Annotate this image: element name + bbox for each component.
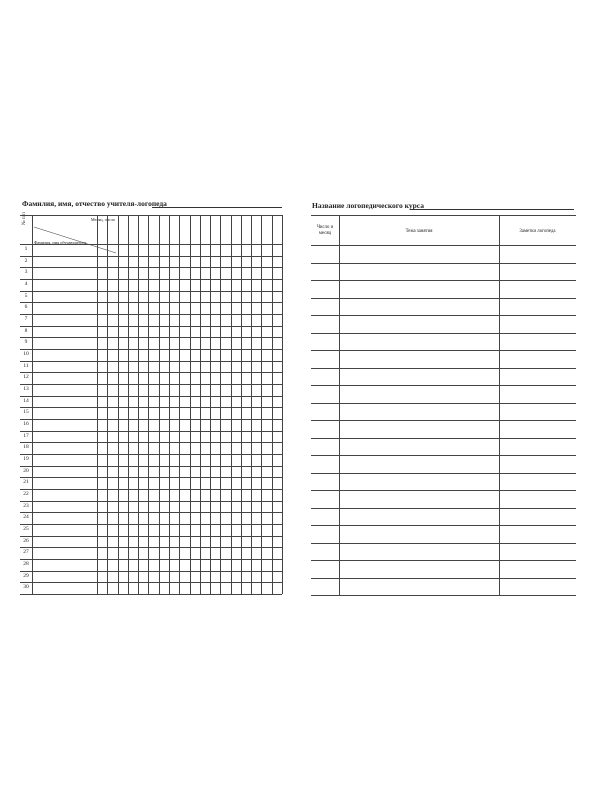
grid-vline	[107, 215, 108, 594]
grid-hline	[311, 490, 576, 491]
grid-hline	[311, 333, 576, 334]
row-number: 4	[24, 281, 28, 287]
grid-hline	[20, 524, 282, 525]
row-number: 25	[23, 526, 29, 533]
left-title-underline	[152, 207, 282, 208]
grid-hline	[20, 244, 282, 245]
grid-vline	[138, 215, 139, 594]
row-number: 3	[24, 269, 28, 276]
right-title-underline	[410, 209, 574, 210]
grid-vline	[32, 215, 33, 594]
grid-hline	[311, 595, 576, 596]
row-number: 13	[23, 386, 29, 393]
row-number: 20	[23, 467, 29, 474]
grid-hline	[20, 559, 282, 560]
grid-vline	[499, 215, 500, 595]
row-number: 2	[24, 257, 28, 264]
attendance-table	[20, 212, 282, 594]
grid-hline	[20, 384, 282, 385]
grid-hline	[311, 385, 576, 386]
grid-hline	[311, 420, 576, 421]
grid-hline	[20, 215, 282, 216]
grid-vline	[231, 215, 232, 594]
grid-vline	[148, 215, 149, 594]
row-number: 28	[23, 561, 29, 568]
grid-hline	[20, 302, 282, 303]
col-date-header: Число и месяц	[316, 225, 334, 236]
grid-hline	[20, 256, 282, 257]
grid-hline	[311, 215, 576, 216]
grid-hline	[20, 571, 282, 572]
grid-hline	[311, 473, 576, 474]
row-number: 26	[23, 537, 29, 544]
row-number: 8	[24, 327, 28, 334]
grid-hline	[20, 372, 282, 373]
grid-hline	[20, 291, 282, 292]
row-number: 30	[23, 584, 29, 591]
grid-vline	[251, 215, 252, 594]
grid-hline	[20, 326, 282, 327]
row-number: 9	[24, 339, 28, 346]
row-number: 21	[23, 479, 29, 486]
grid-vline	[190, 215, 191, 594]
grid-hline	[311, 578, 576, 579]
row-number: 29	[23, 572, 29, 579]
grid-hline	[20, 489, 282, 490]
grid-hline	[20, 501, 282, 502]
grid-hline	[311, 350, 576, 351]
row-number: 27	[23, 549, 29, 556]
grid-vline	[210, 215, 211, 594]
grid-hline	[311, 245, 576, 246]
row-number: 7	[24, 316, 28, 323]
row-number: 6	[24, 304, 28, 311]
grid-vline	[272, 215, 273, 594]
grid-hline	[20, 512, 282, 513]
grid-hline	[20, 431, 282, 432]
right-page-title: Название логопедического курса	[312, 201, 424, 210]
grid-vline	[200, 215, 201, 594]
grid-hline	[311, 508, 576, 509]
col-notes-header: Заметки логопеда	[519, 229, 556, 234]
row-number: 14	[23, 397, 29, 404]
row-number: 18	[23, 444, 29, 451]
grid-vline	[282, 215, 283, 594]
grid-hline	[311, 438, 576, 439]
row-number: 16	[23, 421, 29, 428]
grid-hline	[311, 403, 576, 404]
grid-hline	[20, 337, 282, 338]
col-topic-header: Тема занятия	[405, 229, 433, 234]
grid-hline	[311, 455, 576, 456]
grid-hline	[311, 543, 576, 544]
grid-hline	[20, 466, 282, 467]
grid-vline	[261, 215, 262, 594]
grid-hline	[311, 298, 576, 299]
row-number: 24	[23, 514, 29, 521]
grid-hline	[20, 582, 282, 583]
grid-hline	[311, 280, 576, 281]
grid-hline	[20, 594, 282, 595]
corner-bottom-label: Фамилия, имя обучающегося	[34, 240, 87, 245]
corner-number-label: № п/п	[22, 212, 27, 225]
row-number: 12	[23, 374, 29, 381]
grid-vline	[118, 215, 119, 594]
grid-vline	[241, 215, 242, 594]
grid-hline	[311, 525, 576, 526]
row-number: 17	[23, 432, 29, 439]
grid-hline	[311, 315, 576, 316]
row-number: 10	[23, 351, 29, 358]
grid-vline	[179, 215, 180, 594]
row-number: 1	[24, 246, 28, 252]
row-number: 23	[23, 502, 29, 509]
grid-hline	[311, 263, 576, 264]
row-number: 19	[23, 456, 29, 463]
row-number: 15	[23, 409, 29, 416]
grid-hline	[20, 267, 282, 268]
header-diagonal	[20, 215, 282, 594]
corner-top-label: Месяц, число	[90, 217, 115, 222]
grid-hline	[20, 279, 282, 280]
grid-vline	[97, 215, 98, 594]
left-page-title: Фамилия, имя, отчество учителя-логопеда	[22, 199, 167, 208]
grid-hline	[20, 396, 282, 397]
grid-hline	[311, 560, 576, 561]
grid-vline	[159, 215, 160, 594]
grid-hline	[20, 442, 282, 443]
lessons-table	[311, 215, 576, 595]
grid-hline	[20, 454, 282, 455]
grid-hline	[20, 349, 282, 350]
grid-vline	[339, 215, 340, 595]
grid-hline	[311, 368, 576, 369]
grid-hline	[20, 547, 282, 548]
grid-vline	[169, 215, 170, 594]
row-number: 11	[23, 362, 29, 369]
grid-vline	[128, 215, 129, 594]
grid-vline	[220, 215, 221, 594]
row-number: 5	[24, 292, 28, 299]
grid-hline	[20, 536, 282, 537]
grid-hline	[20, 477, 282, 478]
grid-hline	[20, 407, 282, 408]
grid-hline	[20, 419, 282, 420]
grid-hline	[20, 314, 282, 315]
grid-hline	[20, 361, 282, 362]
row-number: 22	[23, 491, 29, 498]
